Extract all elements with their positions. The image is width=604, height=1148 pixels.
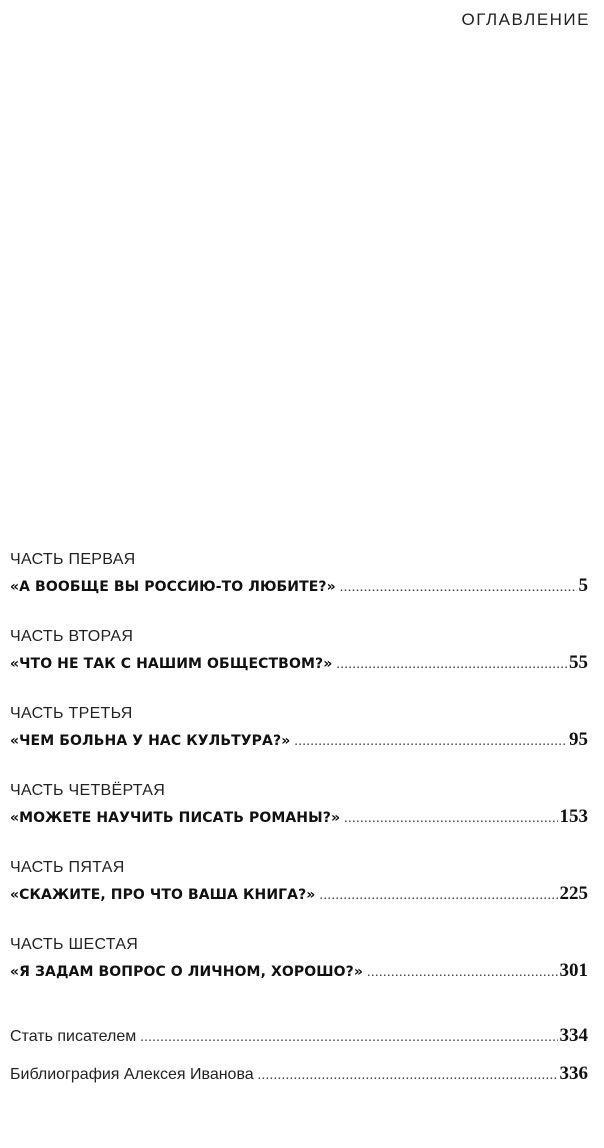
page-number: 5 xyxy=(578,575,588,596)
toc-part-5 xyxy=(10,856,588,908)
chapter-title: «СКАЖИТЕ, ПРО ЧТО ВАША КНИГА?» xyxy=(10,887,316,903)
chapter-title: «Я ЗАДАМ ВОПРОС О ЛИЧНОМ, ХОРОШО?» xyxy=(10,964,363,980)
part-label: ЧАСТЬ ШЕСТАЯ xyxy=(10,936,139,953)
dot-leader xyxy=(140,1019,557,1057)
dot-leader xyxy=(258,1057,558,1095)
part-label: ЧАСТЬ ПЕРВАЯ xyxy=(10,551,136,568)
toc-part-3 xyxy=(10,702,588,754)
toc-entry-become-writer[interactable] xyxy=(10,1017,588,1055)
toc-part-2 xyxy=(10,625,588,677)
dot-leader xyxy=(367,959,558,987)
toc-entry[interactable] xyxy=(10,572,588,600)
toc-entry-bibliography[interactable] xyxy=(10,1055,588,1093)
chapter-title: «ЧТО НЕ ТАК С НАШИМ ОБЩЕСТВОМ?» xyxy=(10,656,333,672)
part-label: ЧАСТЬ ЧЕТВЁРТАЯ xyxy=(10,782,166,799)
toc-part-4 xyxy=(10,779,588,831)
chapter-title: «МОЖЕТЕ НАУЧИТЬ ПИСАТЬ РОМАНЫ?» xyxy=(10,810,341,826)
toc-part-6 xyxy=(10,933,588,985)
toc-entry[interactable] xyxy=(10,726,588,754)
page-number: 153 xyxy=(559,806,588,827)
dot-leader xyxy=(319,882,557,910)
page-number: 301 xyxy=(559,960,588,981)
dot-leader xyxy=(336,651,567,679)
part-label: ЧАСТЬ ВТОРАЯ xyxy=(10,628,134,645)
page-number: 334 xyxy=(559,1025,588,1046)
page-number: 336 xyxy=(559,1063,588,1084)
page-number: 225 xyxy=(559,883,588,904)
table-of-contents xyxy=(10,548,588,1093)
dot-leader xyxy=(344,805,557,833)
toc-entry[interactable] xyxy=(10,803,588,831)
part-label: ЧАСТЬ ПЯТАЯ xyxy=(10,859,125,876)
toc-entry[interactable] xyxy=(10,957,588,985)
toc-entry[interactable] xyxy=(10,649,588,677)
section-title: Стать писателем xyxy=(10,1028,137,1045)
section-title: Библиография Алексея Иванова xyxy=(10,1066,254,1083)
part-label: ЧАСТЬ ТРЕТЬЯ xyxy=(10,705,133,722)
chapter-title: «ЧЕМ БОЛЬНА У НАС КУЛЬТУРА?» xyxy=(10,733,291,749)
page-number: 55 xyxy=(569,652,588,673)
page-number: 95 xyxy=(569,729,588,750)
dot-leader xyxy=(340,574,577,602)
toc-extras xyxy=(10,1017,588,1093)
running-head: ОГЛАВЛЕНИЕ xyxy=(461,10,590,29)
chapter-title: «А ВООБЩЕ ВЫ РОССИЮ-ТО ЛЮБИТЕ?» xyxy=(10,579,336,595)
toc-part-1 xyxy=(10,548,588,600)
dot-leader xyxy=(294,728,567,756)
toc-entry[interactable] xyxy=(10,880,588,908)
